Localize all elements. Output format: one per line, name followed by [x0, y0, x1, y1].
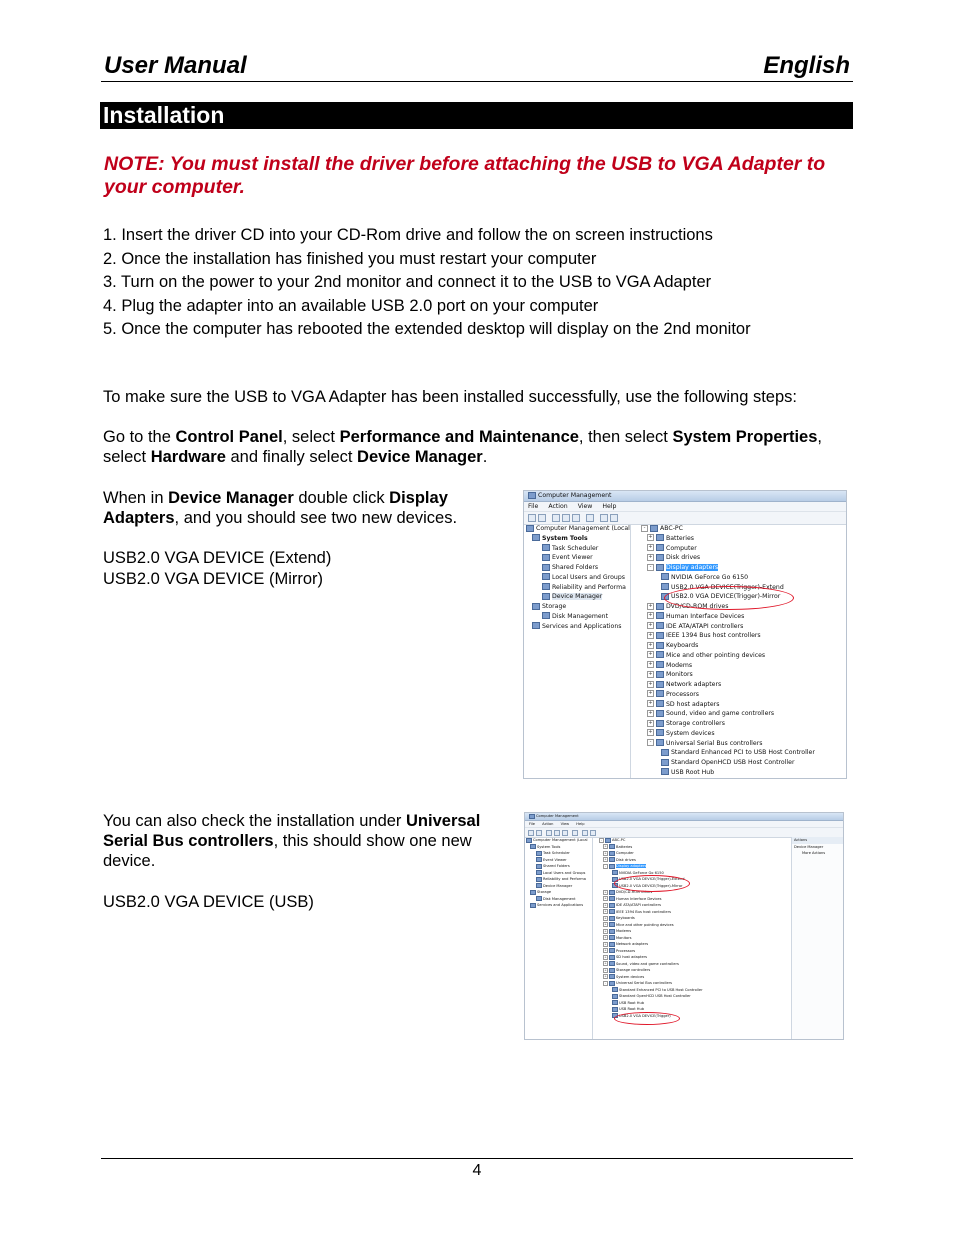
device-item[interactable]: + Disk drives: [604, 857, 636, 862]
highlight-circle: [664, 586, 794, 610]
nav-bold: Control Panel: [175, 428, 283, 446]
device-item[interactable]: + Mice and other pointing devices: [604, 922, 674, 927]
network-icon: [656, 681, 664, 688]
navigation-instructions: [103, 427, 853, 467]
expand-icon[interactable]: +: [604, 974, 607, 978]
device-item[interactable]: + IDE ATA/ATAPI controllers: [604, 902, 661, 907]
sd-card-icon: [656, 700, 664, 707]
battery-icon: [609, 844, 615, 849]
services-icon: [532, 622, 540, 629]
menu-action[interactable]: Action: [542, 822, 554, 826]
menu-help[interactable]: Help: [576, 822, 585, 826]
device-item[interactable]: + IEEE 1394 Bus host controllers: [604, 909, 671, 914]
up-icon[interactable]: [546, 830, 552, 836]
processor-icon: [609, 948, 615, 953]
help-icon[interactable]: [586, 514, 594, 522]
device-item[interactable]: NVIDIA GeForce Go 6150: [631, 573, 846, 583]
header-title-left: User Manual: [104, 52, 247, 79]
device-item[interactable]: + Storage controllers: [648, 719, 725, 727]
expand-icon[interactable]: +: [648, 544, 653, 550]
keyboard-icon: [609, 916, 615, 921]
device-item[interactable]: + Network adapters: [604, 941, 649, 946]
device-item[interactable]: + DVD/CD-ROM drives: [604, 889, 653, 894]
menu-view[interactable]: View: [577, 503, 593, 510]
usb-icon: [612, 1007, 618, 1012]
expand-icon[interactable]: +: [604, 902, 607, 907]
users-icon: [536, 870, 542, 875]
actions-header: Actions: [792, 837, 843, 844]
device-item-usb-vga-usb[interactable]: USB2.0 VGA DEVICE(Trigger): [593, 1013, 790, 1020]
users-icon: [542, 573, 550, 580]
usb-icon: [656, 739, 664, 746]
usb-controllers-instructions: [103, 811, 515, 871]
install-step: 1. Insert the driver CD into your CD-Rom drive and follow the on screen instructions: [103, 226, 713, 244]
highlight-circle: [614, 1012, 680, 1025]
performance-icon: [536, 877, 542, 882]
computer-management-icon: [529, 814, 535, 819]
mouse-icon: [609, 922, 615, 927]
tools-icon: [530, 844, 536, 849]
expand-icon[interactable]: +: [648, 670, 653, 677]
expand-icon[interactable]: +: [648, 700, 653, 706]
collapse-icon[interactable]: -: [641, 525, 648, 532]
expand-icon[interactable]: +: [604, 889, 607, 894]
tree-item-device-manager[interactable]: Device Manager: [524, 592, 630, 602]
disk-icon: [542, 612, 550, 619]
disk-icon: [536, 896, 542, 901]
tree-item[interactable]: Services and Applications: [525, 902, 592, 909]
device-item[interactable]: + Disk drives: [648, 553, 701, 562]
device-item[interactable]: - Universal Serial Bus controllers: [631, 739, 846, 749]
device-item[interactable]: + Monitors: [648, 670, 693, 679]
up-icon[interactable]: [552, 514, 560, 522]
collapse-icon[interactable]: -: [647, 739, 654, 746]
dm-text: double click: [293, 489, 390, 507]
tree-item[interactable]: Storage: [525, 889, 592, 896]
device-manager-icon: [536, 883, 542, 888]
tree-item-device-manager[interactable]: Device Manager: [525, 883, 592, 890]
device-item-usb-vga-extend[interactable]: USB2.0 VGA DEVICE(Trigger)-Extend: [631, 583, 846, 593]
event-viewer-icon: [536, 857, 542, 862]
firewire-icon: [656, 632, 664, 639]
device-tree: [631, 524, 846, 778]
window-title: Computer Management: [538, 492, 612, 499]
show-hide-tree-icon[interactable]: [554, 830, 560, 836]
collapse-icon[interactable]: -: [604, 980, 607, 985]
monitor-icon[interactable]: [590, 830, 596, 836]
nav-text: , select: [103, 428, 822, 466]
back-icon[interactable]: [528, 514, 536, 522]
device-item[interactable]: + Processors: [604, 948, 636, 953]
modem-icon: [656, 661, 664, 668]
device-item[interactable]: + Mice and other pointing devices: [648, 651, 766, 659]
hid-icon: [656, 612, 664, 619]
menu-action[interactable]: Action: [548, 503, 568, 510]
dvd-icon: [656, 603, 664, 610]
device-manager-icon: [542, 593, 550, 600]
device-item-usb-vga-mirror[interactable]: USB2.0 VGA DEVICE(Trigger)-Mirror: [593, 883, 790, 890]
computer-icon: [650, 525, 658, 532]
device-item[interactable]: USB Root Hub: [631, 768, 846, 778]
monitor-icon[interactable]: [610, 514, 618, 522]
monitor-icon: [656, 671, 664, 678]
install-step: 4. Plug the adapter into an available USB 2.0 port on your computer: [103, 296, 599, 315]
device-item[interactable]: + Sound, video and game controllers: [604, 961, 679, 966]
properties-icon[interactable]: [562, 830, 568, 836]
processor-icon: [656, 690, 664, 697]
expand-icon[interactable]: +: [604, 915, 607, 920]
install-step: 5. Once the computer has rebooted the extended desktop will display on the 2nd monitor: [103, 320, 751, 338]
console-tree: [525, 837, 593, 1039]
device-item[interactable]: + Processors: [648, 690, 700, 698]
device-item[interactable]: + Modems: [604, 928, 632, 933]
ide-icon: [656, 622, 664, 629]
expand-icon[interactable]: +: [604, 850, 607, 855]
tree-item[interactable]: Computer Management (Local: [525, 837, 592, 844]
dm-text: When in: [103, 489, 169, 507]
storage-icon: [530, 890, 536, 895]
performance-icon: [542, 583, 550, 590]
storage-icon: [656, 720, 664, 727]
device-item[interactable]: - Display adapters: [604, 863, 647, 868]
system-icon: [656, 729, 664, 736]
scan-hardware-icon[interactable]: [582, 830, 588, 836]
console-tree: [524, 524, 631, 778]
menu-view[interactable]: View: [560, 822, 570, 826]
tree-item[interactable]: System Tools: [524, 534, 630, 544]
hid-icon: [609, 896, 615, 901]
network-icon: [609, 942, 615, 947]
device-item[interactable]: + Network adapters: [648, 680, 722, 688]
display-icon: [609, 864, 615, 869]
tree-item[interactable]: Task Scheduler: [524, 544, 630, 554]
expand-icon[interactable]: +: [604, 948, 607, 952]
usb-icon: [661, 759, 669, 766]
install-step: 3. Turn on the power to your 2nd monitor and connect it to the USB to VGA Adapter: [103, 273, 712, 291]
task-scheduler-icon: [542, 544, 550, 551]
tree-item[interactable]: Reliability and Performa: [524, 583, 630, 593]
device-item[interactable]: + SD host adapters: [604, 954, 648, 959]
expand-icon[interactable]: +: [604, 954, 607, 959]
tree-item[interactable]: Task Scheduler: [525, 850, 592, 857]
device-item[interactable]: Standard OpenHCD USB Host Controller: [631, 758, 846, 768]
forward-icon[interactable]: [538, 514, 546, 522]
dm-bold: Display Adapters: [103, 489, 448, 527]
install-step: 2. Once the installation has finished you must restart your computer: [103, 249, 597, 268]
battery-icon: [656, 534, 664, 541]
expand-icon[interactable]: +: [648, 553, 653, 560]
device-item[interactable]: USB Root Hub: [593, 1000, 790, 1007]
help-icon[interactable]: [572, 830, 578, 836]
device-item[interactable]: + Human Interface Devices: [648, 612, 745, 620]
usb-icon: [612, 987, 618, 992]
sd-card-icon: [609, 955, 615, 960]
usb-icon: [661, 749, 669, 756]
collapse-icon[interactable]: -: [604, 863, 607, 868]
expand-icon[interactable]: +: [648, 661, 653, 667]
system-icon: [609, 974, 615, 979]
expand-icon[interactable]: +: [648, 622, 653, 628]
window-titlebar: [524, 491, 846, 502]
device-item[interactable]: + Batteries: [648, 534, 694, 542]
install-note: NOTE: You must install the driver before attaching the USB to VGA Adapter to your computer.: [104, 153, 826, 198]
ide-icon: [609, 903, 615, 908]
device-item[interactable]: Standard Enhanced PCI to USB Host Controller: [631, 748, 846, 758]
device-item[interactable]: + Batteries: [604, 844, 633, 849]
sound-icon: [609, 961, 615, 966]
tree-item[interactable]: Storage: [524, 602, 630, 612]
device-item[interactable]: + Storage controllers: [604, 967, 651, 972]
usb-text: , this should show one new device.: [103, 832, 472, 870]
device-item[interactable]: + Sound, video and game controllers: [648, 709, 775, 718]
dm-bold: Device Manager: [168, 489, 294, 507]
expand-icon[interactable]: +: [648, 651, 653, 658]
device-item[interactable]: + SD host adapters: [648, 700, 720, 708]
device-manager-screenshot: [523, 490, 847, 779]
device-usb: USB2.0 VGA DEVICE (USB): [103, 893, 314, 911]
menu-bar: [524, 502, 846, 512]
services-icon: [530, 903, 536, 908]
menu-help[interactable]: Help: [602, 503, 617, 510]
dm-text: , and you should see two new devices.: [174, 509, 458, 527]
shared-folders-icon: [542, 564, 550, 571]
device-item[interactable]: + IEEE 1394 Bus host controllers: [648, 631, 761, 640]
tree-item[interactable]: Shared Folders: [525, 863, 592, 870]
expand-icon[interactable]: +: [648, 719, 653, 726]
menu-file[interactable]: File: [529, 822, 536, 826]
device-item[interactable]: + Modems: [648, 661, 693, 669]
tree-item[interactable]: Local Users and Groups: [524, 573, 630, 583]
display-icon: [661, 583, 669, 590]
verify-intro: To make sure the USB to VGA Adapter has been installed successfully, use the following steps:: [103, 388, 797, 406]
nav-bold: Device Manager: [357, 448, 483, 466]
device-item[interactable]: Standard OpenHCD USB Host Controller: [593, 993, 790, 1000]
nav-text: , select: [282, 428, 340, 446]
computer-icon: [605, 838, 611, 843]
display-icon: [612, 870, 618, 875]
properties-icon[interactable]: [572, 514, 580, 522]
expand-icon[interactable]: +: [648, 690, 653, 697]
dvd-icon: [609, 890, 615, 895]
nav-text: and finally select: [225, 448, 358, 466]
actions-pane: [791, 837, 843, 1039]
firewire-icon: [609, 909, 615, 914]
display-icon: [661, 573, 669, 580]
device-item[interactable]: + Human Interface Devices: [604, 896, 662, 901]
tree-item[interactable]: Shared Folders: [524, 563, 630, 573]
expand-icon[interactable]: +: [648, 641, 653, 648]
computer-icon: [526, 838, 532, 843]
forward-icon[interactable]: [536, 830, 542, 836]
section-title: Installation: [100, 102, 853, 129]
device-item[interactable]: + System devices: [604, 974, 645, 979]
menu-bar: [525, 821, 843, 828]
usb-controllers-screenshot: [524, 812, 844, 1040]
tree-item[interactable]: Event Viewer: [524, 553, 630, 563]
device-item[interactable]: - ABC-PC: [631, 524, 846, 534]
device-item[interactable]: + Keyboards: [648, 641, 699, 649]
keyboard-icon: [656, 642, 664, 649]
device-item[interactable]: - ABC-PC: [600, 837, 626, 842]
mouse-icon: [656, 651, 664, 658]
usb-bold: Universal Serial Bus controllers: [103, 812, 481, 850]
device-item[interactable]: + System devices: [648, 729, 715, 737]
computer-icon: [526, 525, 534, 532]
expand-icon[interactable]: +: [604, 961, 607, 965]
back-icon[interactable]: [528, 830, 534, 836]
shared-folders-icon: [536, 864, 542, 869]
tree-item[interactable]: Reliability and Performa: [525, 876, 592, 883]
storage-icon: [532, 603, 540, 610]
device-item[interactable]: NVIDIA GeForce Go 6150: [593, 870, 790, 877]
modem-icon: [609, 929, 615, 934]
window-titlebar: [525, 813, 843, 821]
nav-text: .: [482, 448, 488, 466]
expand-icon[interactable]: +: [604, 909, 607, 913]
expand-icon[interactable]: +: [648, 602, 653, 609]
tree-item[interactable]: Disk Management: [525, 896, 592, 903]
expand-icon[interactable]: +: [604, 967, 607, 972]
tools-icon: [532, 534, 540, 541]
expand-icon[interactable]: +: [604, 857, 607, 861]
device-item[interactable]: + Computer: [648, 544, 697, 552]
footer-rule: [101, 1158, 853, 1159]
expand-icon[interactable]: +: [604, 941, 607, 946]
more-actions-link[interactable]: More Actions: [802, 851, 826, 855]
collapse-icon[interactable]: -: [600, 837, 603, 842]
nav-text: , then select: [578, 428, 673, 446]
highlight-circle: [614, 875, 690, 892]
device-item[interactable]: + Keyboards: [604, 915, 635, 920]
usb-icon: [612, 1000, 618, 1005]
usb-icon: [661, 768, 669, 775]
tree-item[interactable]: Local Users and Groups: [525, 870, 592, 877]
header-rule: [101, 81, 853, 82]
expand-icon[interactable]: +: [648, 709, 653, 716]
tree-item[interactable]: Disk Management: [524, 612, 630, 622]
storage-icon: [609, 968, 615, 973]
expand-icon[interactable]: +: [648, 534, 653, 541]
device-item-usb-vga-mirror[interactable]: USB2.0 VGA DEVICE(Trigger)-Mirror: [631, 592, 846, 602]
disk-icon: [609, 857, 615, 862]
actions-section[interactable]: Device Manager: [794, 844, 824, 849]
show-hide-tree-icon[interactable]: [562, 514, 570, 522]
tree-item[interactable]: Event Viewer: [525, 857, 592, 864]
expand-icon[interactable]: +: [648, 729, 653, 736]
collapse-icon[interactable]: -: [647, 564, 654, 571]
nav-bold: Performance and Maintenance: [339, 428, 579, 446]
monitor-icon: [609, 935, 615, 940]
header-title-right: English: [763, 52, 850, 79]
menu-file[interactable]: File: [528, 503, 539, 510]
tree-item[interactable]: Services and Applications: [524, 622, 630, 632]
expand-icon[interactable]: +: [604, 928, 607, 933]
install-steps: [103, 225, 751, 343]
expand-icon[interactable]: +: [604, 896, 607, 900]
device-mirror: USB2.0 VGA DEVICE (Mirror): [103, 570, 324, 588]
task-scheduler-icon: [536, 851, 542, 856]
expand-icon[interactable]: +: [604, 935, 607, 939]
computer-icon: [609, 851, 615, 856]
device-item[interactable]: USB Root Hub: [593, 1006, 790, 1013]
display-icon: [656, 564, 664, 571]
expand-icon[interactable]: +: [604, 844, 607, 848]
device-item[interactable]: Standard Enhanced PCI to USB Host Controller: [593, 987, 790, 994]
tree-item[interactable]: System Tools: [525, 844, 592, 851]
expand-icon[interactable]: +: [648, 680, 653, 687]
nav-text: Go to the: [103, 428, 176, 446]
usb-icon: [609, 981, 615, 986]
disk-icon: [656, 554, 664, 561]
computer-icon: [656, 544, 664, 551]
device-item-usb-vga-extend[interactable]: USB2.0 VGA DEVICE(Trigger)-Extend: [593, 876, 790, 883]
tree-item[interactable]: Computer Management (Local: [524, 524, 630, 534]
scan-hardware-icon[interactable]: [600, 514, 608, 522]
sound-icon: [656, 710, 664, 717]
computer-management-icon: [528, 492, 536, 499]
event-viewer-icon: [542, 554, 550, 561]
device-item[interactable]: + Computer: [604, 850, 634, 855]
page-number: 4: [472, 1162, 482, 1179]
device-item-display-adapters[interactable]: - Display adapters: [631, 563, 846, 573]
device-tree: [593, 837, 790, 1039]
device-item[interactable]: + IDE ATA/ATAPI controllers: [648, 622, 744, 630]
device-item[interactable]: - Universal Serial Bus controllers: [604, 980, 673, 985]
expand-icon[interactable]: +: [648, 631, 653, 638]
expand-icon[interactable]: +: [604, 922, 607, 926]
nav-bold: System Properties: [672, 428, 818, 446]
usb-text: You can also check the installation under: [103, 812, 407, 830]
device-extend: USB2.0 VGA DEVICE (Extend): [103, 549, 332, 567]
nav-bold: Hardware: [150, 448, 226, 466]
usb-icon: [612, 994, 618, 999]
device-item[interactable]: + DVD/CD-ROM drives: [648, 602, 729, 610]
window-title: Computer Management: [536, 814, 579, 818]
device-manager-instructions: [103, 488, 503, 528]
expand-icon[interactable]: +: [648, 612, 653, 619]
device-item[interactable]: + Monitors: [604, 935, 632, 940]
